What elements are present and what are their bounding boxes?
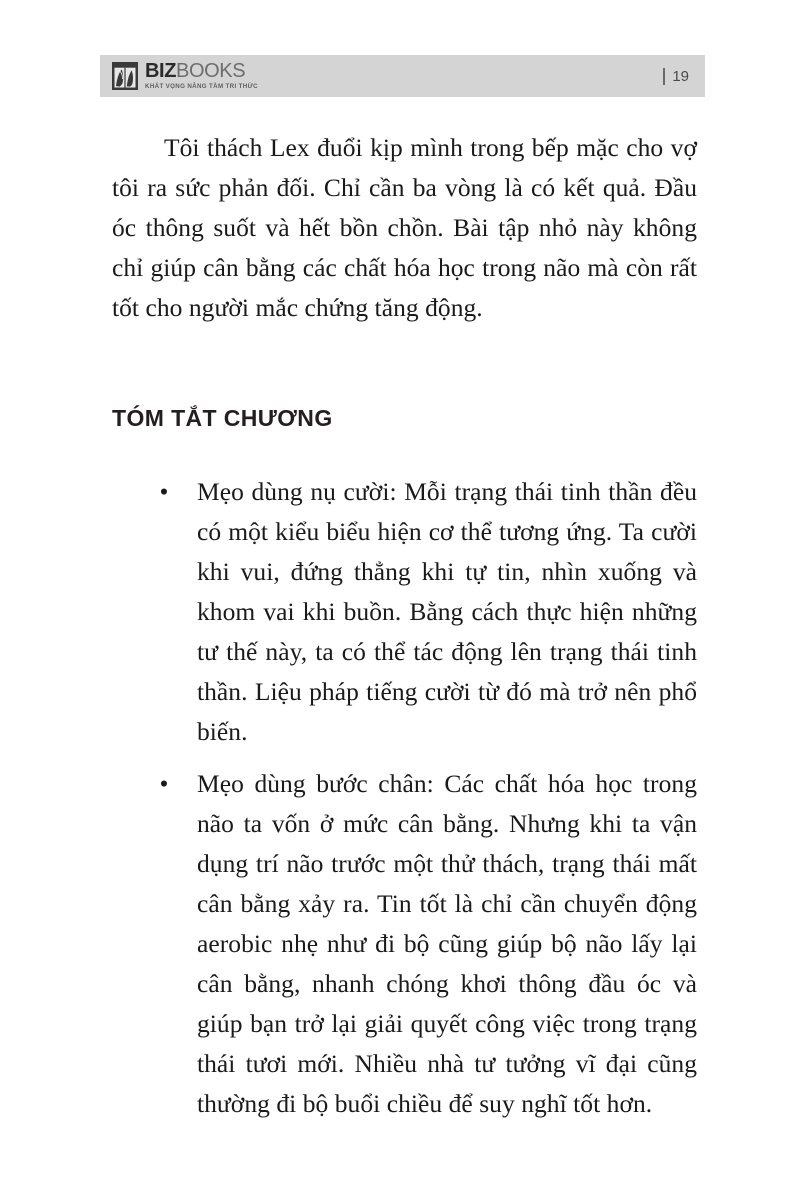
list-item	[112, 472, 697, 752]
brand-wordmark	[145, 61, 258, 81]
folio-separator-icon	[663, 68, 665, 85]
page-content	[112, 128, 697, 1124]
page-number: 19	[672, 67, 689, 85]
list-item-text: Mẹo dùng bước chân: Các chất hóa học trong não ta vốn ở mức cân bằng. Nhưng khi ta vận dụng trí não trước một thử thách, trạng thái mất cân bằng xảy ra. Tin tốt là chỉ cần chuyển động aerobic nhẹ như đi bộ cũng giúp bộ não lấy lại cân bằng, nhanh chóng khơi thông đầu óc và giúp bạn trở lại giải quyết công việc trong trạng thái tươi mới. Nhiều nhà tư tưởng vĩ đại cũng thường đi bộ buổi chiều để suy nghĩ tốt hơn.	[197, 769, 697, 1118]
page-folio	[663, 68, 689, 85]
bullet-marker-icon: •	[159, 477, 169, 506]
intro-paragraph: Tôi thách Lex đuổi kịp mình trong bếp mặc cho vợ tôi ra sức phản đối. Chỉ cần ba vòng là có kết quả. Đầu óc thông suốt và hết bồn chồn. Bài tập nhỏ này không chỉ giúp cân bằng các chất hóa học trong não mà còn rất tốt cho người mắc chứng tăng động.	[112, 133, 697, 322]
section-heading: TÓM TẮT CHƯƠNG	[112, 405, 333, 431]
wordmark-primary: BIZ	[145, 60, 177, 83]
list-item-text: Mẹo dùng nụ cười: Mỗi trạng thái tinh thần đều có một kiểu biểu hiện cơ thể tương ứng. Ta cười khi vui, đứng thẳng khi tự tin, nhìn xuống và khom vai khi buồn. Bằng cách thực hiện những tư thế này, ta có thể tác động lên trạng thái tinh thần. Liệu pháp tiếng cười từ đó mà trở nên phổ biến.	[197, 477, 697, 746]
running-header	[100, 55, 705, 97]
book-logo-icon	[112, 62, 138, 90]
list-item	[112, 764, 697, 1124]
brand-tagline: KHÁT VỌNG NÂNG TẦM TRI THỨC	[145, 83, 258, 91]
bullet-marker-icon: •	[159, 769, 169, 798]
publisher-brand	[112, 61, 258, 90]
summary-list	[112, 432, 697, 1124]
wordmark-secondary: BOOKS	[176, 60, 246, 83]
brand-text	[145, 61, 258, 90]
